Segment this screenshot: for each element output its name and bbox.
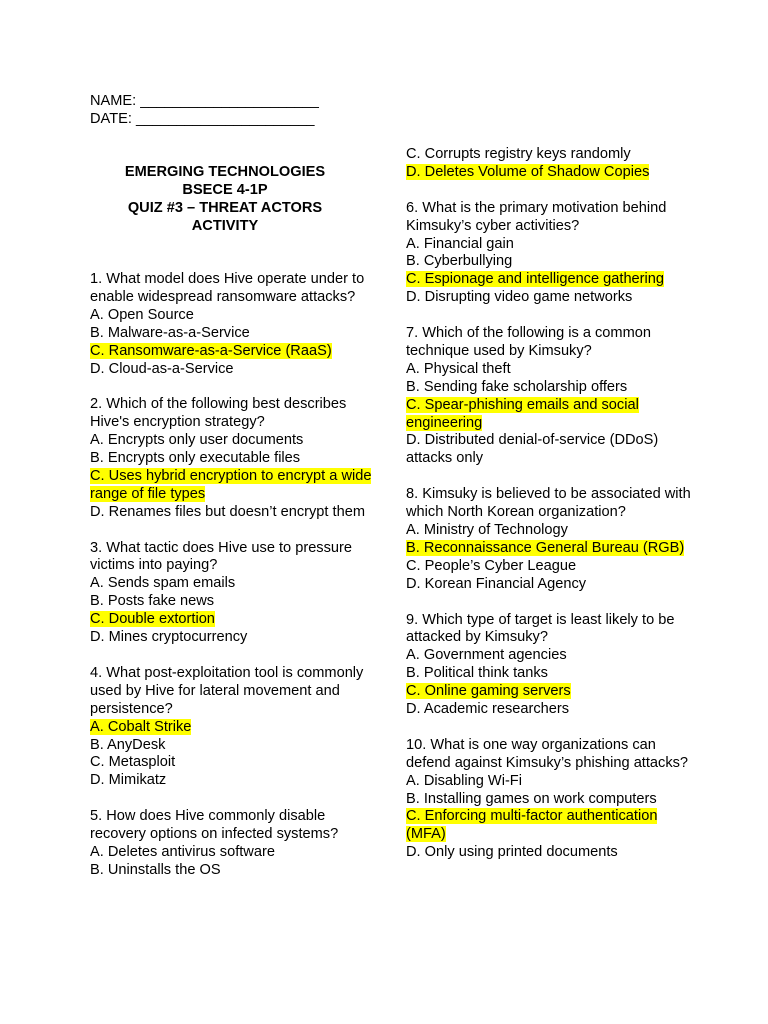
question-3 <box>90 540 375 647</box>
question-2 <box>90 396 375 521</box>
question-5-option-c: C. Corrupts registry keys randomly <box>406 146 631 162</box>
question-8-option-c: C. People’s Cyber League <box>406 557 577 574</box>
question-1-text: 1. What model does Hive operate under to enable widespread ransomware attacks? <box>90 271 365 305</box>
question-9-option-c-highlighted: C. Online gaming servers <box>406 683 571 700</box>
date-field-label: DATE: ______________________ <box>90 110 315 127</box>
question-3-option-b: B. Posts fake news <box>90 593 215 610</box>
question-9-text: 9. Which type of target is least likely to be attacked by Kimsuky? <box>406 611 675 646</box>
question-9-option-b: B. Political think tanks <box>406 665 548 682</box>
question-8-text: 8. Kimsuky is believed to be associated with which North Korean organization? <box>406 486 691 521</box>
question-6 <box>406 200 696 307</box>
right-column <box>406 146 696 880</box>
question-3-option-a: A. Sends spam emails <box>90 575 236 592</box>
question-4-option-b: B. AnyDesk <box>90 736 166 753</box>
question-2-option-a: A. Encrypts only user documents <box>90 432 304 449</box>
question-10 <box>406 737 696 862</box>
question-2-text: 2. Which of the following best describes Hive's encryption strategy? <box>90 396 347 431</box>
question-1-option-b: B. Malware-as-a-Service <box>90 324 250 341</box>
question-6-option-d: D. Disrupting video game networks <box>406 289 633 306</box>
question-9-option-a: A. Government agencies <box>406 647 567 664</box>
quiz-title <box>90 164 360 236</box>
question-5 <box>90 808 375 880</box>
title-line-3: QUIZ #3 – THREAT ACTORS <box>127 199 323 216</box>
question-10-text: 10. What is one way organizations can defend against Kimsuky’s phishing attacks? <box>406 736 689 771</box>
question-8-option-d: D. Korean Financial Agency <box>406 575 587 592</box>
question-7-option-b: B. Sending fake scholarship offers <box>406 378 628 395</box>
question-2-option-b: B. Encrypts only executable files <box>90 450 301 467</box>
question-5-continued <box>406 146 696 182</box>
title-line-4: ACTIVITY <box>191 217 259 234</box>
left-column <box>90 271 375 898</box>
question-5-text: 5. How does Hive commonly disable recovery options on infected systems? <box>90 808 339 843</box>
question-10-option-c-highlighted: C. Enforcing multi-factor authentication (MFA) <box>406 808 658 843</box>
name-field-label: NAME: ______________________ <box>90 93 319 109</box>
question-3-option-c-highlighted: C. Double extortion <box>90 611 215 628</box>
title-line-2: BSECE 4-1P <box>182 181 268 198</box>
question-6-option-c-highlighted: C. Espionage and intelligence gathering <box>406 271 665 288</box>
question-10-option-d: D. Only using printed documents <box>406 844 618 861</box>
question-5-option-d-highlighted: D. Deletes Volume of Shadow Copies <box>406 163 650 180</box>
question-4-text: 4. What post-exploitation tool is commonly used by Hive for lateral movement and persistence? <box>90 664 364 717</box>
question-7-option-c-highlighted: C. Spear-phishing emails and social engineering <box>406 396 639 431</box>
question-4 <box>90 665 375 790</box>
question-2-option-c-highlighted: C. Uses hybrid encryption to encrypt a wide range of file types <box>90 467 372 502</box>
question-5-option-b: B. Uninstalls the OS <box>90 861 221 878</box>
question-4-option-c: C. Metasploit <box>90 754 176 771</box>
question-9 <box>406 612 696 719</box>
name-date-block <box>90 93 390 129</box>
question-6-option-a: A. Financial gain <box>406 235 514 252</box>
question-6-text: 6. What is the primary motivation behind Kimsuky’s cyber activities? <box>406 199 667 234</box>
question-7 <box>406 325 696 468</box>
question-3-option-d: D. Mines cryptocurrency <box>90 629 248 646</box>
question-4-option-a-highlighted: A. Cobalt Strike <box>90 718 192 735</box>
question-2-option-d: D. Renames files but doesn’t encrypt them <box>90 503 365 520</box>
question-10-option-a: A. Disabling Wi-Fi <box>406 772 522 789</box>
question-7-option-d: D. Distributed denial-of-service (DDoS) attacks only <box>406 432 659 467</box>
question-1-option-a: A. Open Source <box>90 306 194 323</box>
question-8-option-b-highlighted: B. Reconnaissance General Bureau (RGB) <box>406 539 685 556</box>
question-4-option-d: D. Mimikatz <box>90 772 167 789</box>
question-8-option-a: A. Ministry of Technology <box>406 521 568 538</box>
question-9-option-d: D. Academic researchers <box>406 701 570 718</box>
question-3-text: 3. What tactic does Hive use to pressure victims into paying? <box>90 539 352 574</box>
question-7-option-a: A. Physical theft <box>406 360 511 377</box>
question-5-option-a: A. Deletes antivirus software <box>90 843 275 860</box>
question-1 <box>90 271 375 378</box>
question-1-option-d: D. Cloud-as-a-Service <box>90 360 234 377</box>
question-10-option-b: B. Installing games on work computers <box>406 790 657 807</box>
question-6-option-b: B. Cyberbullying <box>406 253 513 270</box>
question-8 <box>406 486 696 593</box>
question-1-option-c-highlighted: C. Ransomware-as-a-Service (RaaS) <box>90 342 332 359</box>
title-line-1: EMERGING TECHNOLOGIES <box>124 164 326 180</box>
question-7-text: 7. Which of the following is a common technique used by Kimsuky? <box>406 325 651 359</box>
